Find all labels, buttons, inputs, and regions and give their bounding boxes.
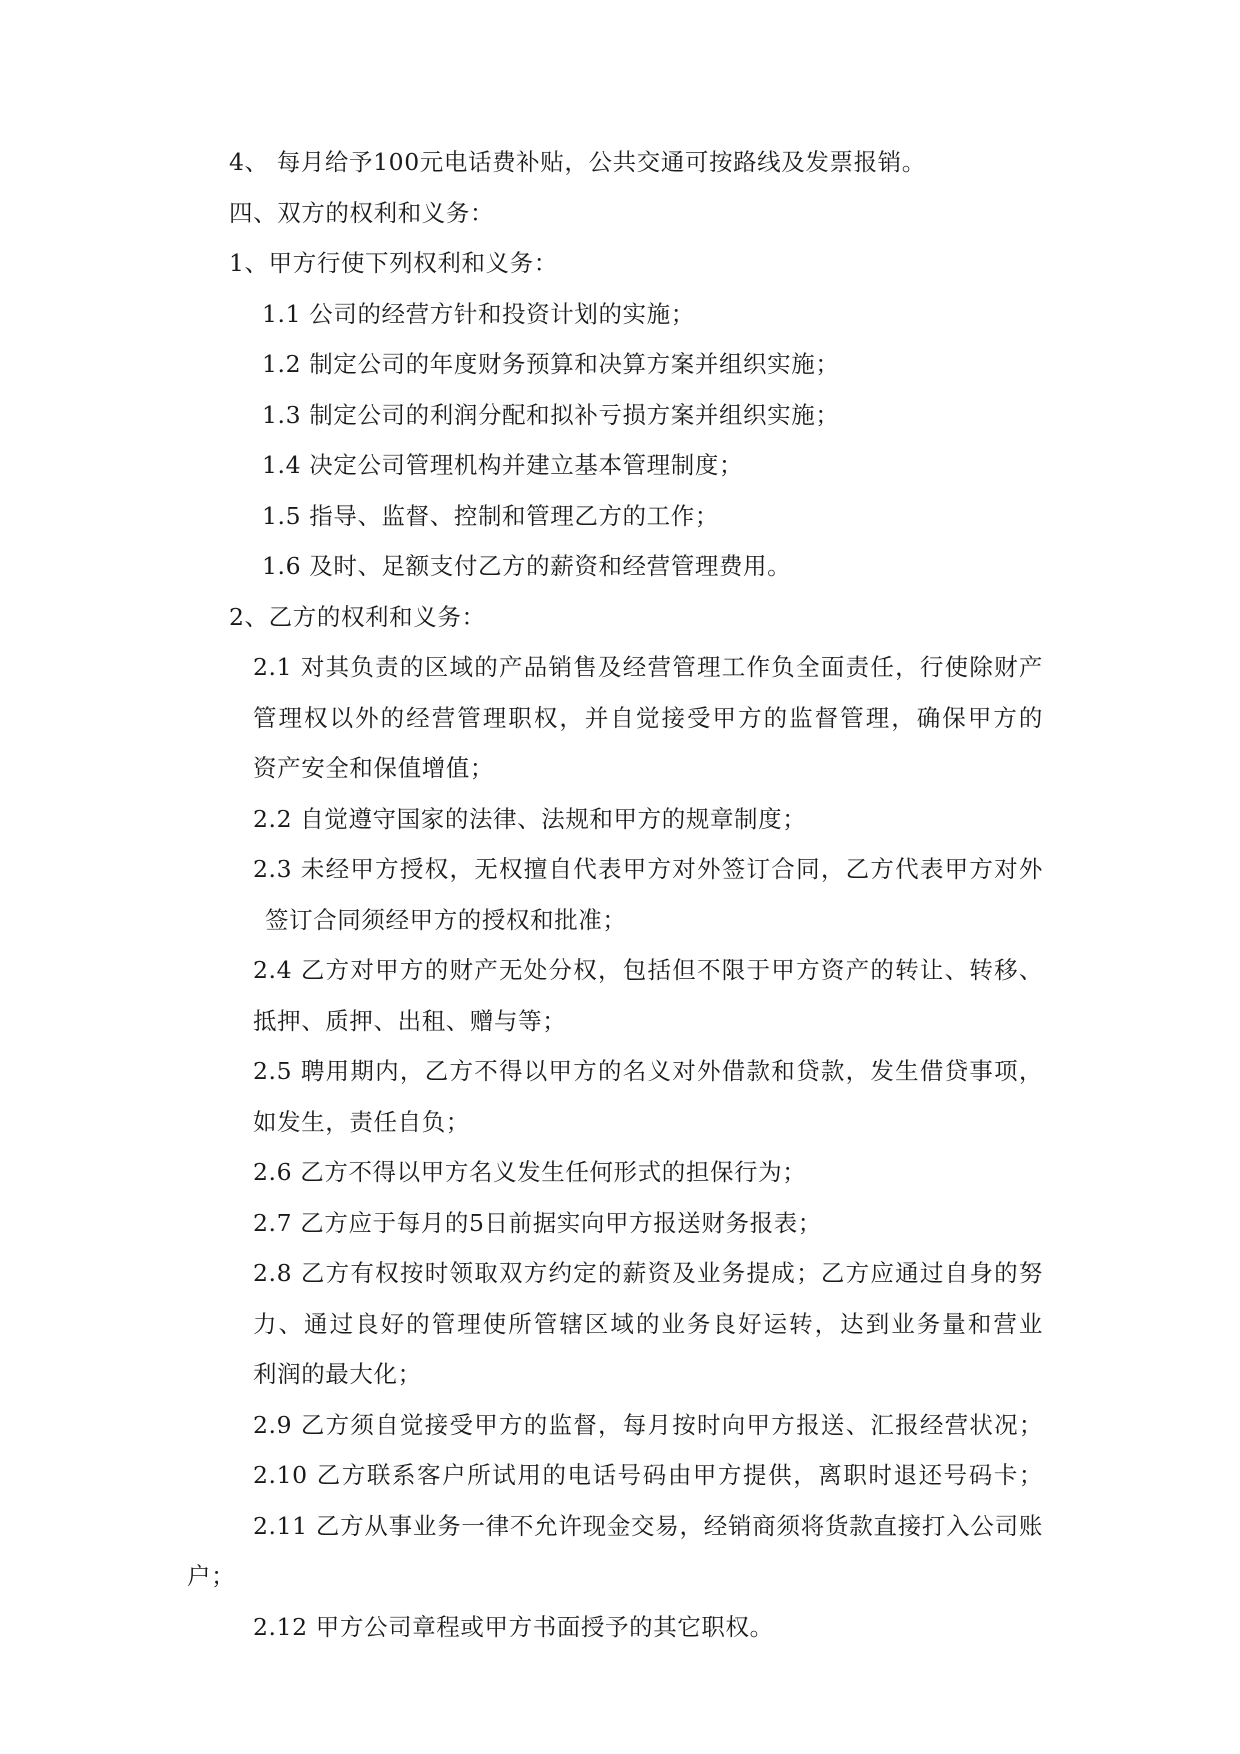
item-2-9: 2.9 乙方须自觉接受甲方的监督，每月按时向甲方报送、汇报经营状况； <box>253 1411 1043 1439</box>
item-1-3: 1.3 制定公司的利润分配和拟补亏损方案并组织实施； <box>262 401 840 429</box>
item-2-1-line-3: 资产安全和保值增值； <box>253 754 494 782</box>
item-1-2: 1.2 制定公司的年度财务预算和决算方案并组织实施； <box>262 350 840 378</box>
subsection-heading-party-a: 1、甲方行使下列权利和义务： <box>229 249 558 277</box>
section-heading-rights-duties: 四、双方的权利和义务： <box>229 199 495 227</box>
item-2-8-line-1: 2.8 乙方有权按时领取双方约定的薪资及业务提成；乙方应通过自身的努 <box>253 1259 1043 1287</box>
text-line-1: 4、 每月给予100元电话费补贴，公共交通可按路线及发票报销。 <box>229 148 926 176</box>
item-2-1-line-2: 管理权以外的经营管理职权，并自觉接受甲方的监督管理，确保甲方的 <box>253 704 1043 732</box>
item-1-5: 1.5 指导、监督、控制和管理乙方的工作； <box>262 502 719 530</box>
item-1-6: 1.6 及时、足额支付乙方的薪资和经营管理费用。 <box>262 552 792 580</box>
item-2-7: 2.7 乙方应于每月的5日前据实向甲方报送财务报表； <box>253 1209 822 1237</box>
item-1-1: 1.1 公司的经营方针和投资计划的实施； <box>262 300 695 328</box>
item-2-6: 2.6 乙方不得以甲方名义发生任何形式的担保行为； <box>253 1158 807 1186</box>
item-2-11-line-2: 户； <box>187 1562 236 1590</box>
item-2-10: 2.10 乙方联系客户所试用的电话号码由甲方提供，离职时退还号码卡； <box>253 1461 1043 1489</box>
item-1-4: 1.4 决定公司管理机构并建立基本管理制度； <box>262 451 744 479</box>
item-2-3-line-1: 2.3 未经甲方授权，无权擅自代表甲方对外签订合同，乙方代表甲方对外 <box>253 855 1043 883</box>
item-2-12: 2.12 甲方公司章程或甲方书面授予的其它职权。 <box>253 1613 774 1641</box>
item-2-11-line-1: 2.11 乙方从事业务一律不允许现金交易，经销商须将货款直接打入公司账 <box>253 1512 1043 1540</box>
item-2-4-line-2: 抵押、质押、出租、赠与等； <box>253 1007 567 1035</box>
item-2-5-line-1: 2.5 聘用期内，乙方不得以甲方的名义对外借款和贷款，发生借贷事项， <box>253 1057 1043 1085</box>
item-2-5-line-2: 如发生，责任自负； <box>253 1108 470 1136</box>
item-2-2: 2.2 自觉遵守国家的法律、法规和甲方的规章制度； <box>253 805 807 833</box>
item-2-1-line-1: 2.1 对其负责的区域的产品销售及经营管理工作负全面责任，行使除财产 <box>253 653 1043 681</box>
item-2-8-line-3: 利润的最大化； <box>253 1360 422 1388</box>
item-2-4-line-1: 2.4 乙方对甲方的财产无处分权，包括但不限于甲方资产的转让、转移、 <box>253 956 1043 984</box>
item-2-3-line-2: 签订合同须经甲方的授权和批准； <box>265 906 627 934</box>
item-2-8-line-2: 力、通过良好的管理使所管辖区域的业务良好运转，达到业务量和营业 <box>253 1310 1043 1338</box>
subsection-heading-party-b: 2、乙方的权利和义务： <box>229 603 486 631</box>
